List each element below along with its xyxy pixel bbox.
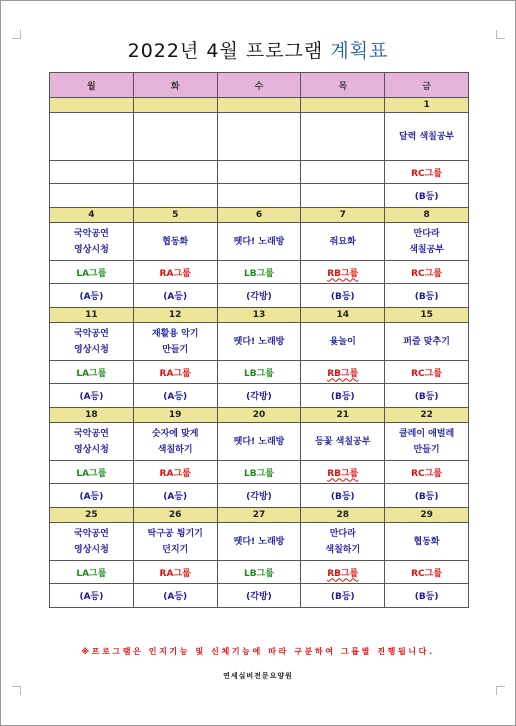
group-row	[50, 461, 469, 484]
level-cell-fri	[385, 584, 469, 608]
activity-row	[50, 223, 469, 261]
level-cell-mon	[50, 584, 134, 608]
level-cell-wed	[217, 584, 301, 608]
date-text: 13	[252, 310, 266, 320]
level-text: (각방)	[246, 392, 272, 402]
level-cell-fri	[385, 184, 469, 208]
crop-mark	[12, 686, 21, 695]
level-text: (A등)	[163, 492, 188, 502]
activity-cell-thu	[301, 523, 385, 561]
date-text: 26	[168, 510, 182, 520]
activity-text: 윷놀이	[329, 336, 356, 347]
date-cell-mon	[50, 98, 134, 113]
group-cell-thu	[301, 561, 385, 584]
date-cell-wed	[217, 208, 301, 223]
date-cell-thu	[301, 508, 385, 523]
group-text: LA그룹	[76, 468, 107, 479]
activity-text: 숫자에 맞게 색칠하기	[151, 428, 199, 455]
activity-text: 뗏다! 노래방	[233, 436, 285, 447]
activity-row	[50, 113, 469, 161]
activity-text: 협동화	[413, 536, 440, 547]
activity-cell-thu	[301, 113, 385, 161]
group-text: RC그룹	[411, 168, 443, 179]
date-cell-fri	[385, 208, 469, 223]
level-cell-mon	[50, 384, 134, 408]
group-text: LB그룹	[244, 568, 274, 579]
activity-cell-mon	[50, 113, 134, 161]
level-text: (A등)	[79, 292, 104, 302]
group-text: LA그룹	[76, 268, 107, 279]
level-cell-thu	[301, 584, 385, 608]
group-cell-fri	[385, 261, 469, 284]
page-title	[0, 36, 516, 63]
facility-name: 연세실버전문요양원	[223, 672, 293, 680]
activity-cell-mon	[50, 423, 134, 461]
activity-text: 만다라 색칠하기	[325, 528, 361, 555]
date-cell-fri	[385, 508, 469, 523]
group-cell-mon	[50, 361, 134, 384]
date-cell-thu	[301, 308, 385, 323]
level-text: (A등)	[163, 292, 188, 302]
group-text: RC그룹	[411, 468, 443, 479]
date-text: 8	[423, 210, 430, 220]
group-cell-wed	[217, 161, 301, 184]
group-cell-mon	[50, 261, 134, 284]
group-row	[50, 361, 469, 384]
activity-row	[50, 523, 469, 561]
group-cell-wed	[217, 561, 301, 584]
activity-cell-mon	[50, 523, 134, 561]
date-text: 4	[88, 210, 95, 220]
group-cell-tue	[133, 561, 217, 584]
level-text: (A등)	[79, 492, 104, 502]
level-text: (B등)	[414, 592, 439, 602]
activity-cell-fri	[385, 323, 469, 361]
activity-cell-tue	[133, 523, 217, 561]
group-cell-tue	[133, 161, 217, 184]
activity-cell-mon	[50, 223, 134, 261]
date-cell-fri	[385, 308, 469, 323]
activity-cell-fri	[385, 423, 469, 461]
group-text: RA그룹	[159, 568, 191, 579]
activity-text: 탁구공 튕기기 던지기	[147, 528, 203, 555]
level-cell-thu	[301, 484, 385, 508]
date-text: 19	[168, 410, 182, 420]
activity-text: 등꽃 색칠공부	[315, 436, 371, 447]
activity-text: 퍼즐 맞추기	[403, 336, 450, 347]
date-text: 11	[85, 310, 98, 320]
level-cell-wed	[217, 284, 301, 308]
date-text: 5	[172, 210, 179, 220]
level-text: (B등)	[330, 592, 355, 602]
group-cell-fri	[385, 561, 469, 584]
activity-cell-wed	[217, 113, 301, 161]
level-text: (B등)	[330, 492, 355, 502]
date-text: 18	[85, 410, 98, 420]
level-row	[50, 384, 469, 408]
group-cell-tue	[133, 461, 217, 484]
date-cell-tue	[133, 98, 217, 113]
activity-cell-tue	[133, 423, 217, 461]
level-cell-thu	[301, 384, 385, 408]
group-text: RA그룹	[159, 368, 191, 379]
group-cell-thu	[301, 261, 385, 284]
activity-cell-fri	[385, 523, 469, 561]
group-cell-wed	[217, 461, 301, 484]
date-cell-tue	[133, 308, 217, 323]
weekday-fri: 금	[385, 73, 469, 98]
level-cell-fri	[385, 284, 469, 308]
title-highlight: 계획표	[330, 40, 389, 62]
activity-text: 뗏다! 노래방	[233, 336, 285, 347]
group-text: LA그룹	[76, 368, 107, 379]
group-text: RB그룹	[327, 568, 359, 579]
date-row	[50, 408, 469, 423]
date-cell-mon	[50, 408, 134, 423]
group-cell-fri	[385, 161, 469, 184]
level-cell-tue	[133, 284, 217, 308]
activity-text: 만다라 색칠공부	[409, 228, 444, 255]
date-cell-thu	[301, 408, 385, 423]
group-row	[50, 261, 469, 284]
level-cell-fri	[385, 384, 469, 408]
group-text: RA그룹	[159, 468, 191, 479]
title-main: 2022년 4월 프로그램	[127, 40, 331, 62]
activity-cell-thu	[301, 323, 385, 361]
level-row	[50, 584, 469, 608]
level-row	[50, 484, 469, 508]
activity-text: 국악공연 영상시청	[74, 328, 109, 355]
group-text: RC그룹	[411, 368, 443, 379]
level-cell-tue	[133, 584, 217, 608]
activity-row	[50, 423, 469, 461]
level-cell-tue	[133, 384, 217, 408]
group-cell-mon	[50, 561, 134, 584]
weekday-tue: 화	[133, 73, 217, 98]
activity-row	[50, 323, 469, 361]
level-text: (B등)	[414, 192, 439, 202]
group-text: RB그룹	[327, 268, 359, 279]
level-cell-thu	[301, 184, 385, 208]
level-cell-tue	[133, 484, 217, 508]
date-cell-mon	[50, 308, 134, 323]
date-cell-tue	[133, 208, 217, 223]
level-text: (B등)	[330, 292, 355, 302]
level-text: (B등)	[414, 392, 439, 402]
group-text: LA그룹	[76, 568, 107, 579]
activity-text: 달력 색칠공부	[398, 131, 455, 142]
level-cell-tue	[133, 184, 217, 208]
date-cell-mon	[50, 208, 134, 223]
level-text: (B등)	[330, 392, 355, 402]
date-text: 14	[336, 310, 350, 320]
group-text: RC그룹	[411, 568, 443, 579]
activity-text: 국악공연 영상시청	[74, 528, 109, 555]
activity-text: 협동화	[162, 236, 189, 247]
level-text: (각방)	[246, 292, 272, 302]
group-cell-wed	[217, 261, 301, 284]
group-text: RA그룹	[159, 268, 191, 279]
date-cell-tue	[133, 508, 217, 523]
date-cell-thu	[301, 98, 385, 113]
level-cell-wed	[217, 184, 301, 208]
date-text: 29	[420, 510, 433, 520]
activity-text: 국악공연 영상시청	[74, 228, 109, 255]
activity-text: 국악공연 영상시청	[74, 428, 109, 455]
weekday-header-row	[50, 73, 469, 98]
group-row	[50, 561, 469, 584]
level-cell-mon	[50, 484, 134, 508]
level-text: (A등)	[163, 392, 188, 402]
date-cell-fri	[385, 408, 469, 423]
group-text: RC그룹	[411, 268, 443, 279]
date-text: 15	[420, 310, 433, 320]
program-calendar	[49, 72, 469, 608]
weekday-thu: 목	[301, 73, 385, 98]
crop-mark	[496, 686, 505, 695]
level-cell-wed	[217, 384, 301, 408]
level-text: (각방)	[246, 592, 272, 602]
level-text: (A등)	[79, 592, 104, 602]
level-cell-thu	[301, 284, 385, 308]
date-cell-thu	[301, 208, 385, 223]
level-text: (B등)	[414, 292, 439, 302]
activity-text: 재활용 악기 만들기	[151, 328, 199, 355]
activity-cell-wed	[217, 323, 301, 361]
group-cell-thu	[301, 461, 385, 484]
date-cell-fri	[385, 98, 469, 113]
date-cell-mon	[50, 508, 134, 523]
activity-cell-thu	[301, 223, 385, 261]
activity-text: 뗏다! 노래방	[233, 236, 285, 247]
group-cell-wed	[217, 361, 301, 384]
date-cell-tue	[133, 408, 217, 423]
date-row	[50, 308, 469, 323]
activity-cell-thu	[301, 423, 385, 461]
activity-cell-tue	[133, 113, 217, 161]
program-note: ※프로그램은 인지기능 및 신체기능에 따라 구분하여 그룹별 진행됩니다.	[81, 647, 435, 656]
activity-cell-fri	[385, 223, 469, 261]
date-cell-wed	[217, 408, 301, 423]
level-cell-mon	[50, 184, 134, 208]
date-text: 21	[336, 410, 350, 420]
level-row	[50, 184, 469, 208]
activity-text: 줘묘화	[329, 236, 356, 247]
date-text: 25	[85, 510, 98, 520]
activity-cell-tue	[133, 223, 217, 261]
group-text: RB그룹	[327, 468, 359, 479]
date-text: 22	[420, 410, 433, 420]
level-cell-wed	[217, 484, 301, 508]
activity-cell-mon	[50, 323, 134, 361]
date-text: 6	[255, 210, 263, 220]
date-row	[50, 508, 469, 523]
group-text: LB그룹	[244, 368, 274, 379]
group-cell-tue	[133, 261, 217, 284]
date-cell-wed	[217, 98, 301, 113]
level-text: (각방)	[246, 492, 272, 502]
date-row	[50, 98, 469, 113]
group-cell-thu	[301, 161, 385, 184]
weekday-mon: 월	[50, 73, 134, 98]
group-row	[50, 161, 469, 184]
date-text: 7	[339, 210, 346, 220]
group-cell-fri	[385, 361, 469, 384]
group-cell-thu	[301, 361, 385, 384]
level-text: (A등)	[79, 392, 104, 402]
activity-text: 뗏다! 노래방	[233, 536, 285, 547]
date-cell-wed	[217, 308, 301, 323]
activity-cell-tue	[133, 323, 217, 361]
group-cell-mon	[50, 461, 134, 484]
date-text: 28	[336, 510, 350, 520]
activity-cell-wed	[217, 523, 301, 561]
level-row	[50, 284, 469, 308]
level-cell-fri	[385, 484, 469, 508]
level-cell-mon	[50, 284, 134, 308]
activity-cell-fri	[385, 113, 469, 161]
date-cell-wed	[217, 508, 301, 523]
activity-text: 클레이 애벌레 만들기	[398, 428, 455, 455]
date-text: 12	[168, 310, 182, 320]
date-text: 1	[423, 100, 430, 110]
group-cell-tue	[133, 361, 217, 384]
group-text: LB그룹	[244, 468, 274, 479]
activity-cell-wed	[217, 223, 301, 261]
group-cell-mon	[50, 161, 134, 184]
group-cell-fri	[385, 461, 469, 484]
level-text: (A등)	[163, 592, 188, 602]
date-row	[50, 208, 469, 223]
activity-cell-wed	[217, 423, 301, 461]
date-text: 20	[252, 410, 266, 420]
group-text: RB그룹	[327, 368, 359, 379]
date-text: 27	[252, 510, 266, 520]
group-text: LB그룹	[244, 268, 274, 279]
level-text: (B등)	[414, 492, 439, 502]
weekday-wed: 수	[217, 73, 301, 98]
